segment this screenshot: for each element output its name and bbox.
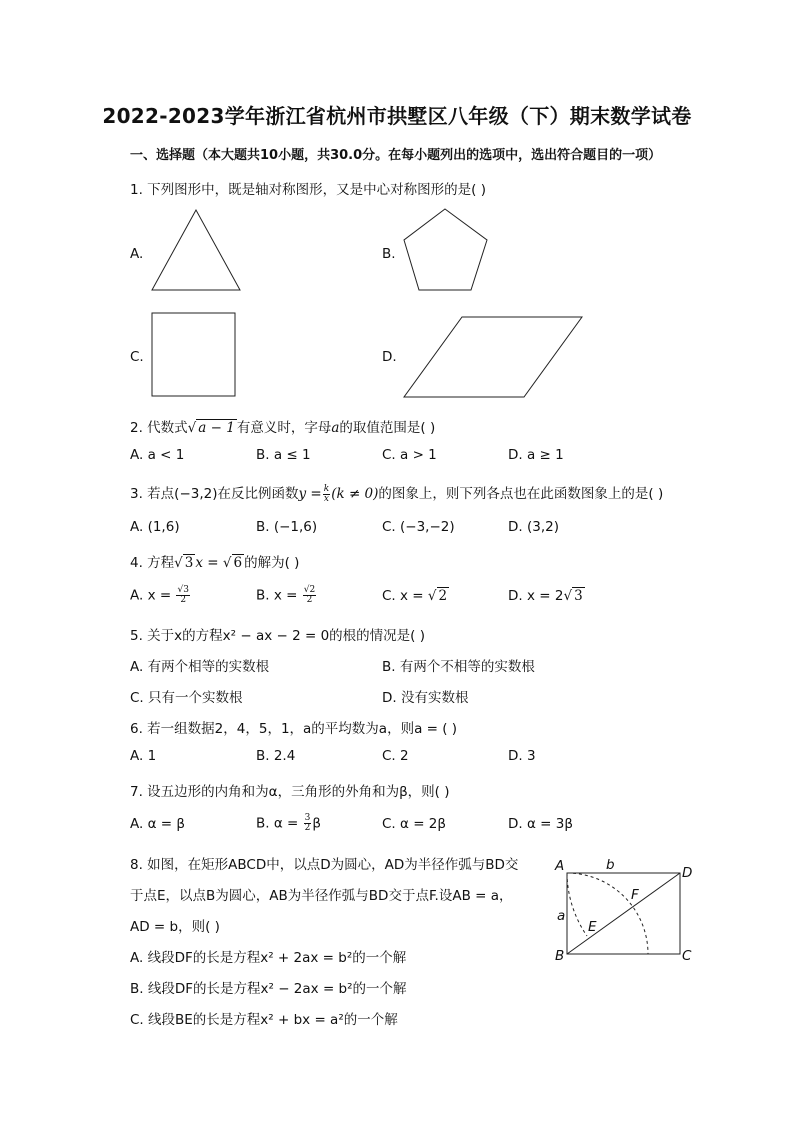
q4-b-num: √2 bbox=[303, 585, 316, 595]
fig-label-c-point: C bbox=[682, 948, 692, 964]
q4-rhs-sqrt: √ 6 bbox=[222, 555, 243, 571]
q5-option-d: D. 没有实数根 bbox=[382, 690, 469, 706]
q4-b-fraction bbox=[303, 586, 316, 605]
question-7-stem: 7. 设五边形的内角和为α，三角形的外角和为β，则( ) bbox=[130, 784, 450, 800]
fig-label-b-point: B bbox=[555, 948, 565, 964]
q2-option-c: C. a > 1 bbox=[382, 447, 437, 463]
q6-option-a: A. 1 bbox=[130, 748, 157, 764]
question-2-stem bbox=[130, 416, 435, 436]
q4-option-d bbox=[508, 588, 585, 604]
q3-prefix: 3. 若点(−3,2)在反比例函数 bbox=[130, 486, 299, 502]
q2-option-a: A. a < 1 bbox=[130, 447, 185, 463]
q2-variable: a bbox=[331, 420, 340, 436]
q1-option-a-label: A. bbox=[130, 246, 144, 262]
q3-suffix: 的图象上，则下列各点也在此函数图象上的是( ) bbox=[378, 486, 664, 502]
q3-option-c: C. (−3,−2) bbox=[382, 519, 455, 535]
question-8-line-3: AD = b，则( ) bbox=[130, 919, 220, 935]
q7-option-d: D. α = 3β bbox=[508, 816, 573, 832]
q2-middle: 有意义时，字母 bbox=[236, 420, 332, 436]
q6-option-d: D. 3 bbox=[508, 748, 536, 764]
q4-a-fraction bbox=[176, 586, 189, 605]
section-heading: 一、选择题（本大题共10小题，共30.0分。在每小题列出的选项中，选出符合题目的一项） bbox=[130, 148, 662, 163]
q4-prefix: 4. 方程 bbox=[130, 555, 175, 571]
q5-option-b: B. 有两个不相等的实数根 bbox=[382, 659, 535, 675]
q2-option-b: B. a ≤ 1 bbox=[256, 447, 311, 463]
q8-option-b: B. 线段DF的长是方程x² − 2ax = b²的一个解 bbox=[130, 981, 407, 997]
q4-a-prefix: A. x = bbox=[130, 587, 172, 604]
q4-b-prefix: B. x = bbox=[256, 587, 298, 604]
rectangle-figure bbox=[567, 873, 680, 954]
q4-option-c bbox=[382, 588, 449, 604]
q7-option-c: C. α = 2β bbox=[382, 816, 447, 832]
q3-frac-num: k bbox=[323, 483, 330, 494]
q8-option-c: C. 线段BE的长是方程x² + bx = a²的一个解 bbox=[130, 1012, 398, 1028]
q4-d-radicand: 3 bbox=[574, 588, 583, 604]
q7-b-fraction bbox=[304, 814, 312, 833]
triangle-shape bbox=[152, 210, 240, 290]
q7-b-num: 3 bbox=[304, 813, 311, 823]
fig-label-f-point: F bbox=[631, 887, 639, 903]
q3-condition: (k ≠ 0) bbox=[331, 486, 379, 502]
q4-c-prefix: C. x = bbox=[382, 588, 424, 604]
q3-frac-den: x bbox=[323, 493, 329, 504]
q5-option-c: C. 只有一个实数根 bbox=[130, 690, 243, 706]
q1-option-d-label: D. bbox=[382, 349, 397, 365]
sqrt-expression: √ a − 1 bbox=[187, 420, 235, 436]
q7-option-b bbox=[256, 814, 321, 833]
fig-label-side-b: b bbox=[606, 857, 615, 873]
q7-b-prefix: B. α = bbox=[256, 815, 299, 832]
q6-option-b: B. 2.4 bbox=[256, 748, 296, 764]
question-1-stem: 1. 下列图形中，既是轴对称图形，又是中心对称图形的是( ) bbox=[130, 182, 486, 198]
question-6-stem: 6. 若一组数据2，4，5，1，a的平均数为a，则a = ( ) bbox=[130, 721, 458, 737]
q7-b-suffix: β bbox=[312, 815, 322, 832]
q4-d-sqrt: √ 3 bbox=[563, 588, 583, 604]
q2-option-d: D. a ≥ 1 bbox=[508, 447, 564, 463]
question-5-stem: 5. 关于x的方程x² − ax − 2 = 0的根的情况是( ) bbox=[130, 628, 426, 644]
q6-option-c: C. 2 bbox=[382, 748, 409, 764]
q4-suffix: 的解为( ) bbox=[244, 555, 300, 571]
q4-lhs-radicand: 3 bbox=[184, 555, 194, 571]
q1-option-c-label: C. bbox=[130, 349, 144, 365]
q7-option-a: A. α = β bbox=[130, 816, 185, 832]
q5-option-a: A. 有两个相等的实数根 bbox=[130, 659, 270, 675]
fig-label-side-a: a bbox=[557, 908, 566, 924]
parallelogram-shape bbox=[404, 317, 582, 397]
q4-d-prefix: D. x = 2 bbox=[508, 588, 564, 604]
q2-prefix: 2. 代数式 bbox=[130, 420, 188, 436]
q3-fraction bbox=[323, 485, 330, 504]
question-3-stem bbox=[130, 482, 663, 504]
q1-option-b-label: B. bbox=[382, 246, 396, 262]
q4-lhs-sqrt: √ 3 bbox=[174, 555, 194, 571]
q4-a-den: 2 bbox=[180, 595, 187, 605]
q4-b-den: 2 bbox=[306, 595, 313, 605]
fig-label-a-point: A bbox=[555, 858, 565, 874]
question-8-line-1: 8. 如图，在矩形ABCD中，以点D为圆心，AD为半径作弧与BD交 bbox=[130, 857, 519, 873]
question-4-stem bbox=[130, 551, 299, 571]
q4-c-radicand: 2 bbox=[438, 588, 448, 604]
q3-option-d: D. (3,2) bbox=[508, 519, 559, 535]
q3-option-a: A. (1,6) bbox=[130, 519, 180, 535]
page-title: 2022-2023学年浙江省杭州市拱墅区八年级（下）期末数学试卷 bbox=[102, 104, 692, 128]
q4-a-num: √3 bbox=[177, 585, 189, 595]
fig-label-e-point: E bbox=[588, 919, 597, 935]
q2-suffix: 的取值范围是( ) bbox=[339, 420, 436, 436]
q4-rhs-radicand: 6 bbox=[233, 555, 243, 571]
pentagon-shape bbox=[404, 209, 487, 290]
q8-option-a: A. 线段DF的长是方程x² + 2ax = b²的一个解 bbox=[130, 950, 407, 966]
q3-option-b: B. (−1,6) bbox=[256, 519, 318, 535]
q4-option-a bbox=[130, 586, 191, 605]
fig-label-d-point: D bbox=[682, 865, 693, 881]
radicand: a − 1 bbox=[198, 420, 235, 436]
q3-y: y = bbox=[298, 486, 322, 502]
q4-middle: x = bbox=[195, 555, 219, 571]
question-8-line-2: 于点E，以点B为圆心，AB为半径作弧与BD交于点F.设AB = a， bbox=[130, 888, 513, 904]
q4-c-sqrt: √ 2 bbox=[427, 588, 448, 604]
q7-b-den: 2 bbox=[304, 823, 311, 833]
q4-option-b bbox=[256, 586, 317, 605]
square-shape bbox=[152, 313, 235, 396]
